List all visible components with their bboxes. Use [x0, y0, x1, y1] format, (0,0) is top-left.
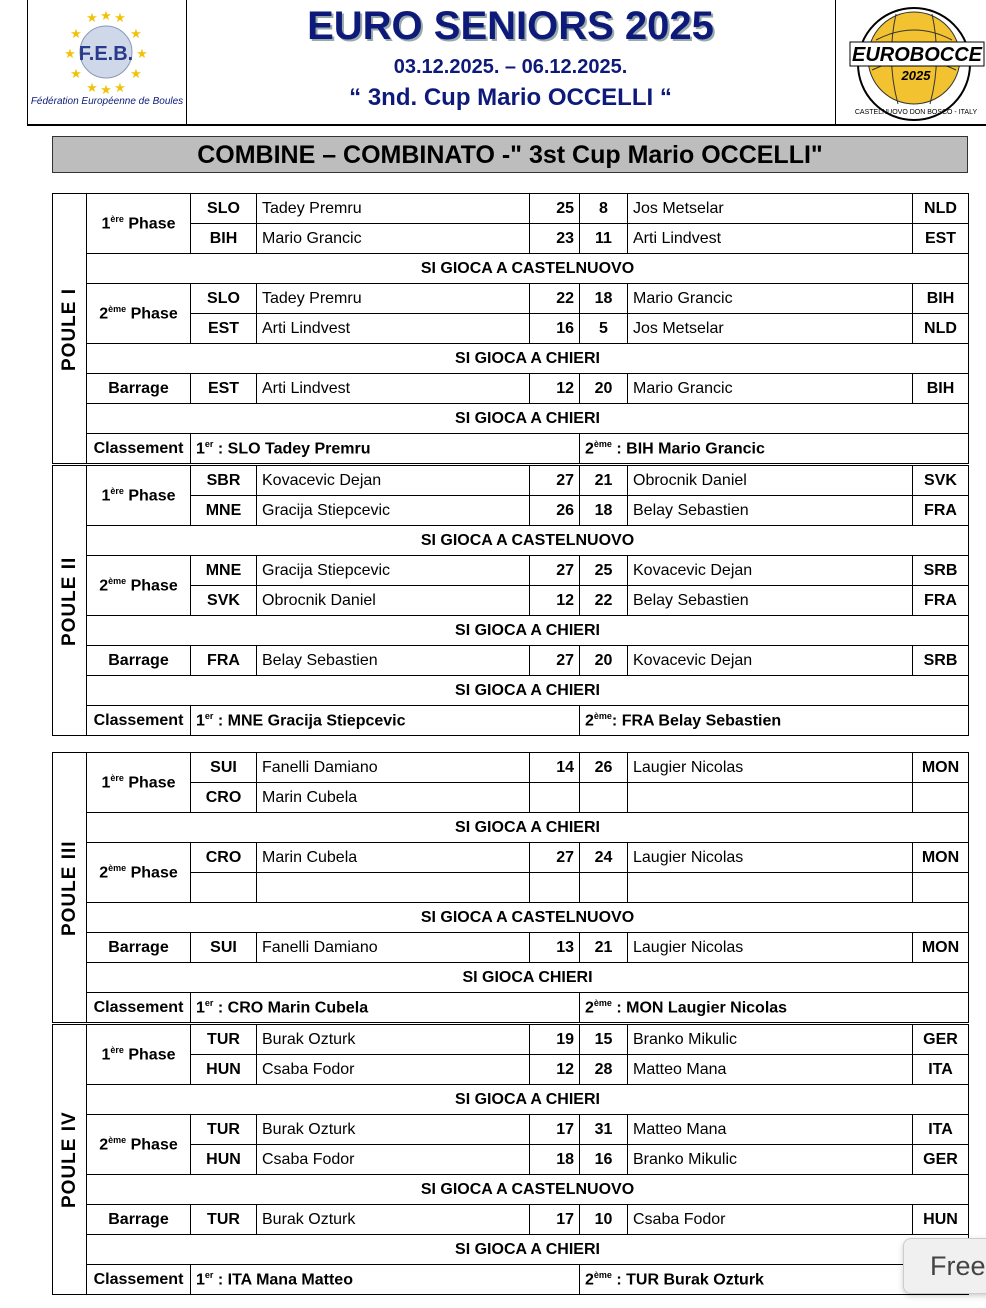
score-home: 27 [530, 556, 580, 586]
player-home: Burak Ozturk [257, 1115, 530, 1145]
venue-label: SI GIOCA A CASTELNUOVO [87, 526, 969, 556]
ordinal-sup: er [204, 997, 214, 1008]
player-home: Obrocnik Daniel [257, 586, 530, 616]
country-away: ITA [913, 1055, 969, 1085]
player-home: Csaba Fodor [257, 1145, 530, 1175]
phase-label: 2ème Phase [87, 556, 191, 616]
player-away: Laugier Nicolas [628, 753, 913, 783]
player-away: Matteo Mana [628, 1055, 913, 1085]
player-home: Gracija Stiepcevic [257, 496, 530, 526]
match-row [53, 556, 969, 586]
classement-label: Classement [87, 434, 191, 464]
player-home [257, 873, 530, 903]
svg-text:2025: 2025 [901, 68, 931, 83]
country-home: HUN [191, 1145, 257, 1175]
classement-label: Classement [87, 706, 191, 736]
score-away: 11 [580, 224, 628, 254]
phase-sup: ère [110, 1044, 124, 1055]
country-away: EST [913, 224, 969, 254]
venue-label: SI GIOCA A CHIERI [87, 676, 969, 706]
phase-label: Barrage [87, 646, 191, 676]
phase-label: Barrage [87, 1205, 191, 1235]
phase-label: 2ème Phase [87, 284, 191, 344]
match-row [53, 1145, 969, 1175]
score-away: 21 [580, 933, 628, 963]
country-away: GER [913, 1145, 969, 1175]
combined-title-banner: COMBINE – COMBINATO -" 3st Cup Mario OCCELLI" [52, 136, 968, 173]
score-home: 13 [530, 933, 580, 963]
classement-label: Classement [87, 1265, 191, 1295]
country-away: HUN [913, 1205, 969, 1235]
svg-text:★: ★ [70, 27, 82, 42]
score-away: 31 [580, 1115, 628, 1145]
second-place: 2ème: FRA Belay Sebastien [580, 706, 969, 736]
first-place: 1er : SLO Tadey Premru [191, 434, 580, 464]
score-home: 12 [530, 586, 580, 616]
player-home: Belay Sebastien [257, 646, 530, 676]
score-away [580, 783, 628, 813]
ordinal-sup: ème [593, 710, 612, 721]
phase-label: 1ère Phase [87, 466, 191, 526]
score-away: 10 [580, 1205, 628, 1235]
poule-table [52, 752, 969, 1023]
ordinal-sup: ème [593, 438, 612, 449]
country-home: TUR [191, 1025, 257, 1055]
score-away [580, 873, 628, 903]
svg-text:★: ★ [130, 27, 142, 42]
score-away: 18 [580, 284, 628, 314]
player-away: Branko Mikulic [628, 1145, 913, 1175]
score-away: 25 [580, 556, 628, 586]
svg-text:CASTELNUOVO DON BOSCO - ITALY: CASTELNUOVO DON BOSCO - ITALY [854, 109, 978, 116]
match-row [53, 194, 969, 224]
score-away: 5 [580, 314, 628, 344]
score-home: 14 [530, 753, 580, 783]
player-away: Kovacevic Dejan [628, 646, 913, 676]
poule-label: POULE IV [53, 1025, 87, 1295]
match-row [53, 933, 969, 963]
cup-name: “ 3nd. Cup Mario OCCELLI “ [349, 84, 672, 111]
poule-label: POULE III [53, 753, 87, 1023]
feb-caption: Fédération Européenne de Boules [30, 96, 184, 107]
phase-label: 1ère Phase [87, 194, 191, 254]
phase-sup: ère [110, 213, 124, 224]
player-home: Fanelli Damiano [257, 753, 530, 783]
phase-label: 1ère Phase [87, 753, 191, 813]
player-away: Laugier Nicolas [628, 933, 913, 963]
player-away: Laugier Nicolas [628, 843, 913, 873]
score-home: 17 [530, 1205, 580, 1235]
player-away: Arti Lindvest [628, 224, 913, 254]
player-away: Mario Grancic [628, 374, 913, 404]
phase-sup: ème [108, 575, 127, 586]
match-row [53, 374, 969, 404]
classement-row [53, 993, 969, 1023]
score-home [530, 783, 580, 813]
country-away: FRA [913, 496, 969, 526]
phase-sup: ème [108, 303, 127, 314]
country-away: SRB [913, 646, 969, 676]
player-home: Tadey Premru [257, 284, 530, 314]
player-home: Fanelli Damiano [257, 933, 530, 963]
ordinal-sup: ème [593, 1269, 612, 1280]
venue-label: SI GIOCA A CHIERI [87, 1235, 969, 1265]
poule-table [52, 465, 969, 736]
venue-row [53, 526, 969, 556]
svg-text:★: ★ [114, 81, 126, 94]
player-home: Arti Lindvest [257, 314, 530, 344]
country-home: HUN [191, 1055, 257, 1085]
venue-label: SI GIOCA A CHIERI [87, 616, 969, 646]
match-row [53, 783, 969, 813]
score-away: 20 [580, 374, 628, 404]
country-away [913, 783, 969, 813]
score-away: 21 [580, 466, 628, 496]
match-row [53, 873, 969, 903]
phase-label: 2ème Phase [87, 1115, 191, 1175]
venue-row [53, 813, 969, 843]
score-home: 22 [530, 284, 580, 314]
ordinal-sup: ème [593, 997, 612, 1008]
phase-sup: ème [108, 862, 127, 873]
country-home: TUR [191, 1115, 257, 1145]
svg-text:★: ★ [136, 47, 148, 62]
score-away: 22 [580, 586, 628, 616]
player-home: Tadey Premru [257, 194, 530, 224]
score-away: 28 [580, 1055, 628, 1085]
svg-text:★: ★ [70, 67, 82, 82]
score-home: 12 [530, 1055, 580, 1085]
phase-sup: ème [108, 1134, 127, 1145]
svg-text:★: ★ [130, 67, 142, 82]
score-home: 23 [530, 224, 580, 254]
score-away: 26 [580, 753, 628, 783]
phase-label: Barrage [87, 374, 191, 404]
score-away: 20 [580, 646, 628, 676]
feb-logo [28, 0, 187, 124]
svg-text:EUROBOCCE: EUROBOCCE [851, 44, 983, 66]
player-home: Burak Ozturk [257, 1205, 530, 1235]
free-tooltip[interactable]: Free [903, 1238, 986, 1294]
country-home: MNE [191, 556, 257, 586]
country-home: EST [191, 374, 257, 404]
country-home: CRO [191, 783, 257, 813]
venue-row [53, 676, 969, 706]
venue-label: SI GIOCA A CASTELNUOVO [87, 254, 969, 284]
poule-table [52, 193, 969, 464]
match-row [53, 843, 969, 873]
first-place: 1er : ITA Mana Matteo [191, 1265, 580, 1295]
country-home: MNE [191, 496, 257, 526]
document-header [27, 0, 986, 126]
match-row [53, 1205, 969, 1235]
venue-label: SI GIOCA A CASTELNUOVO [87, 903, 969, 933]
match-row [53, 753, 969, 783]
svg-text:★: ★ [64, 47, 76, 62]
score-home: 12 [530, 374, 580, 404]
country-away: MON [913, 753, 969, 783]
phase-sup: ère [110, 485, 124, 496]
venue-label: SI GIOCA A CASTELNUOVO [87, 1175, 969, 1205]
player-home: Marin Cubela [257, 843, 530, 873]
phase-label: Barrage [87, 933, 191, 963]
player-away: Obrocnik Daniel [628, 466, 913, 496]
country-away: NLD [913, 314, 969, 344]
venue-label: SI GIOCA A CHIERI [87, 813, 969, 843]
player-away: Mario Grancic [628, 284, 913, 314]
score-home: 26 [530, 496, 580, 526]
player-home: Gracija Stiepcevic [257, 556, 530, 586]
score-home: 18 [530, 1145, 580, 1175]
event-dates: 03.12.2025. – 06.12.2025. [393, 56, 628, 78]
svg-text:★: ★ [100, 9, 112, 24]
score-home: 27 [530, 646, 580, 676]
svg-text:★: ★ [86, 11, 98, 26]
venue-row [53, 1235, 969, 1265]
score-home [530, 873, 580, 903]
player-away: Jos Metselar [628, 314, 913, 344]
second-place: 2ème : TUR Burak Ozturk [580, 1265, 969, 1295]
score-away: 8 [580, 194, 628, 224]
svg-text:★: ★ [86, 81, 98, 94]
match-row [53, 586, 969, 616]
phase-sup: ère [110, 772, 124, 783]
country-away: SVK [913, 466, 969, 496]
classement-row [53, 434, 969, 464]
country-home: SBR [191, 466, 257, 496]
venue-row [53, 404, 969, 434]
eurobocce-logo [835, 0, 986, 124]
country-home: TUR [191, 1205, 257, 1235]
country-away: BIH [913, 374, 969, 404]
country-home: EST [191, 314, 257, 344]
venue-row [53, 1085, 969, 1115]
country-home: SLO [191, 194, 257, 224]
country-home: SUI [191, 933, 257, 963]
score-home: 17 [530, 1115, 580, 1145]
player-home: Kovacevic Dejan [257, 466, 530, 496]
score-away: 15 [580, 1025, 628, 1055]
match-row [53, 224, 969, 254]
player-away: Branko Mikulic [628, 1025, 913, 1055]
country-away [913, 873, 969, 903]
country-away: BIH [913, 284, 969, 314]
match-row [53, 314, 969, 344]
player-home: Marin Cubela [257, 783, 530, 813]
venue-row [53, 254, 969, 284]
venue-label: SI GIOCA A CHIERI [87, 344, 969, 374]
venue-label: SI GIOCA A CHIERI [87, 1085, 969, 1115]
country-away: SRB [913, 556, 969, 586]
country-away: MON [913, 933, 969, 963]
venue-row [53, 344, 969, 374]
country-home [191, 873, 257, 903]
player-away: Belay Sebastien [628, 496, 913, 526]
first-place: 1er : MNE Gracija Stiepcevic [191, 706, 580, 736]
phase-label: 1ère Phase [87, 1025, 191, 1085]
country-home: CRO [191, 843, 257, 873]
match-row [53, 496, 969, 526]
country-away: GER [913, 1025, 969, 1055]
poule-label: POULE II [53, 466, 87, 736]
player-home: Burak Ozturk [257, 1025, 530, 1055]
second-place: 2ème : MON Laugier Nicolas [580, 993, 969, 1023]
score-home: 27 [530, 466, 580, 496]
player-away: Belay Sebastien [628, 586, 913, 616]
country-away: ITA [913, 1115, 969, 1145]
poule-table [52, 1024, 969, 1295]
player-away: Matteo Mana [628, 1115, 913, 1145]
venue-label: SI GIOCA A CHIERI [87, 404, 969, 434]
player-home: Mario Grancic [257, 224, 530, 254]
score-away: 18 [580, 496, 628, 526]
player-away: Csaba Fodor [628, 1205, 913, 1235]
player-away: Jos Metselar [628, 194, 913, 224]
ordinal-sup: er [204, 1269, 214, 1280]
ordinal-sup: er [204, 710, 214, 721]
poule-label: POULE I [53, 194, 87, 464]
country-home: BIH [191, 224, 257, 254]
match-row [53, 646, 969, 676]
classement-label: Classement [87, 993, 191, 1023]
match-row [53, 1025, 969, 1055]
player-home: Csaba Fodor [257, 1055, 530, 1085]
match-row [53, 1055, 969, 1085]
match-row [53, 1115, 969, 1145]
score-home: 25 [530, 194, 580, 224]
eurobocce-ball-icon [836, 0, 986, 124]
first-place: 1er : CRO Marin Cubela [191, 993, 580, 1023]
country-home: SVK [191, 586, 257, 616]
classement-row [53, 1265, 969, 1295]
venue-label: SI GIOCA CHIERI [87, 963, 969, 993]
match-row [53, 466, 969, 496]
player-away [628, 873, 913, 903]
score-home: 19 [530, 1025, 580, 1055]
event-title: EURO SENIORS 2025 [307, 4, 714, 48]
second-place: 2ème : BIH Mario Grancic [580, 434, 969, 464]
ordinal-sup: er [204, 438, 214, 449]
country-away: MON [913, 843, 969, 873]
svg-text:★: ★ [100, 83, 112, 94]
svg-text:F.E.B.: F.E.B. [78, 43, 134, 65]
match-row [53, 284, 969, 314]
score-away: 16 [580, 1145, 628, 1175]
country-home: SUI [191, 753, 257, 783]
venue-row [53, 963, 969, 993]
phase-label: 2ème Phase [87, 843, 191, 903]
score-home: 16 [530, 314, 580, 344]
country-home: SLO [191, 284, 257, 314]
score-away: 24 [580, 843, 628, 873]
venue-row [53, 1175, 969, 1205]
svg-text:★: ★ [114, 11, 126, 26]
venue-row [53, 903, 969, 933]
player-away: Kovacevic Dejan [628, 556, 913, 586]
country-away: NLD [913, 194, 969, 224]
venue-row [53, 616, 969, 646]
score-home: 27 [530, 843, 580, 873]
country-away: FRA [913, 586, 969, 616]
feb-globe-stars-icon [58, 8, 154, 94]
player-away [628, 783, 913, 813]
classement-row [53, 706, 969, 736]
player-home: Arti Lindvest [257, 374, 530, 404]
country-home: FRA [191, 646, 257, 676]
